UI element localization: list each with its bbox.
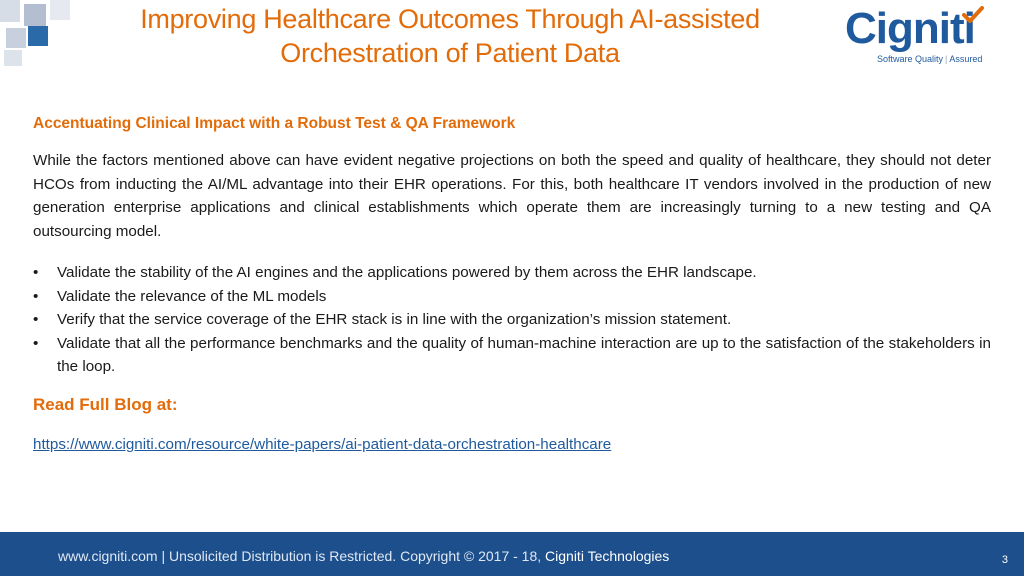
deco-square — [24, 4, 46, 26]
list-item-text: Validate the relevance of the ML models — [57, 287, 327, 305]
checkmark-icon — [962, 6, 984, 24]
deco-square — [28, 26, 48, 46]
logo-tagline — [877, 54, 982, 64]
read-more-heading: Read Full Blog at: — [33, 394, 178, 414]
bullet-icon: • — [33, 264, 39, 281]
body-paragraph: While the factors mentioned above can have evident negative projections on both the speed and quality of healthcare, they should not deter HCOs from inducting the AI/ML advantage into their EHR operations. For this, both healthcare IT vendors involved in the production of new generation enterprise applications and clinical establishments which operate them are increasingly turning to a new testing and QA outsourcing model. — [33, 152, 991, 240]
footer-text — [58, 548, 669, 564]
slide-title-line1: Improving Healthcare Outcomes Through AI-assisted — [140, 4, 760, 34]
deco-square — [50, 0, 70, 20]
slide-title-line2: Orchestration of Patient Data — [280, 38, 620, 68]
slide-title — [90, 2, 810, 70]
bullet-icon: • — [33, 287, 39, 305]
list-item — [33, 332, 991, 379]
logo-wordmark: Cigniti — [845, 4, 975, 53]
bullet-icon: • — [33, 334, 39, 352]
bullet-list — [33, 261, 991, 379]
slide-content — [33, 110, 991, 456]
page-number: 3 — [1001, 554, 1008, 566]
logo-tagline-separator: | — [945, 54, 948, 64]
section-heading: Accentuating Clinical Impact with a Robust Test & QA Framework — [33, 115, 516, 132]
bullet-icon: • — [33, 311, 39, 328]
deco-square — [0, 0, 20, 22]
list-item-text: Validate that all the performance benchmarks and the quality of human-machine interaction are up to the satisfaction of the stakeholders in the loop. — [57, 334, 991, 375]
deco-square — [4, 50, 22, 66]
deco-square — [6, 28, 26, 48]
list-item — [33, 261, 991, 285]
decorative-squares — [0, 0, 80, 70]
logo-tagline-left: Software Quality — [877, 54, 944, 64]
list-item-text: Validate the stability of the AI engines and the applications powered by them across the EHR landscape. — [57, 264, 757, 281]
cigniti-logo — [845, 4, 1005, 74]
footer-copyright: www.cigniti.com | Unsolicited Distribution is Restricted. Copyright © 2017 - 18, — [58, 548, 546, 564]
blog-link[interactable]: https://www.cigniti.com/resource/white-papers/ai-patient-data-orchestration-healthcare — [33, 435, 612, 453]
footer-company: Cigniti Technologies — [545, 548, 670, 564]
logo-tagline-right: Assured — [949, 54, 983, 64]
footer-bar — [0, 532, 1024, 576]
list-item — [33, 308, 991, 332]
list-item-text: Verify that the service coverage of the EHR stack is in line with the organization’s mission statement. — [57, 311, 732, 328]
list-item — [33, 285, 991, 309]
